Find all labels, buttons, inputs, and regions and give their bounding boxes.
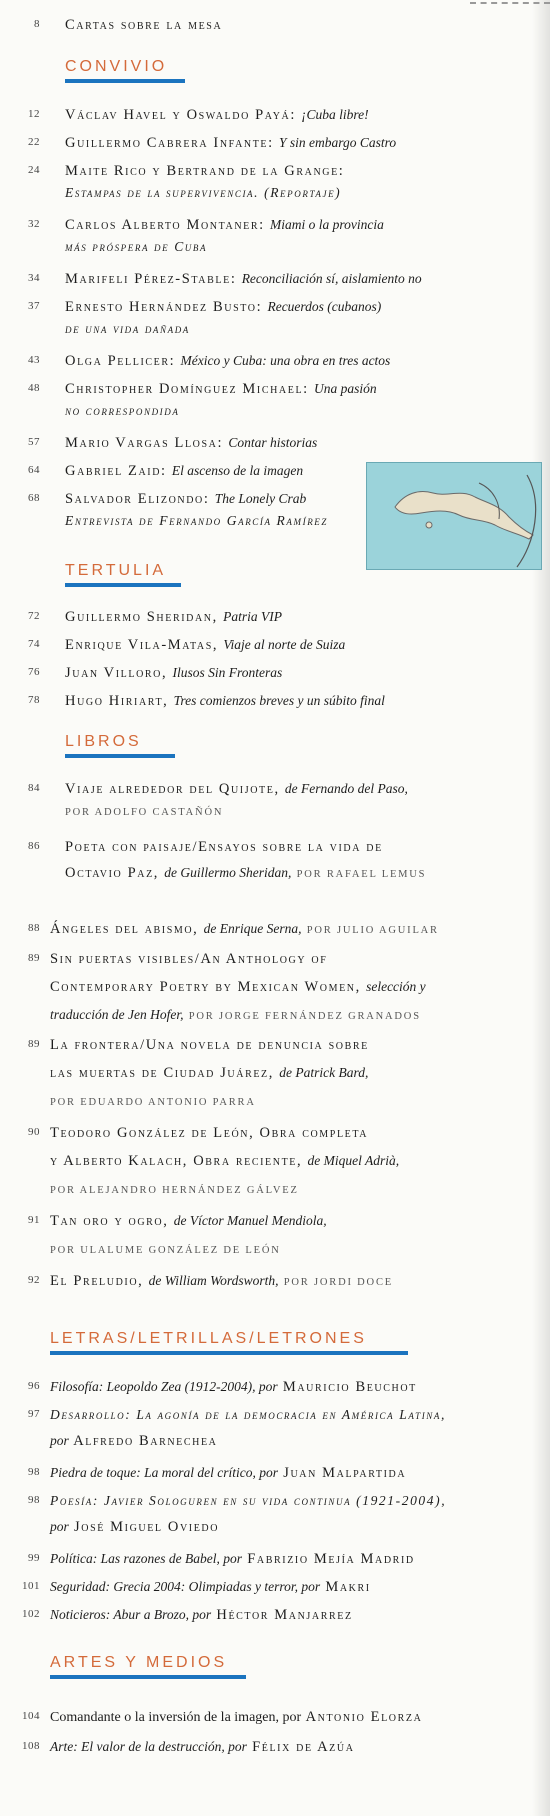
page-number: 92 bbox=[28, 1274, 40, 1286]
entry-title: Ángeles del abismo, bbox=[50, 921, 199, 937]
page-number: 97 bbox=[28, 1408, 40, 1420]
entry-title: Sin puertas visibles/An Anthology of bbox=[50, 951, 328, 967]
entry-title: Ilusos Sin Fronteras bbox=[172, 665, 283, 680]
entry-title: La frontera/Una novela de denuncia sobre bbox=[50, 1037, 369, 1053]
entry-author: Christopher Domínguez Michael: bbox=[65, 381, 309, 397]
entry-author: Alfredo Barnechea bbox=[73, 1433, 218, 1449]
page-number: 108 bbox=[22, 1740, 40, 1752]
entry-title: Piedra de toque: La moral del crítico, por bbox=[50, 1465, 278, 1480]
cuba-map-illustration bbox=[366, 462, 542, 570]
entry-title: Reconciliación sí, aislamiento no bbox=[241, 271, 422, 286]
entry-title-cont: de una vida dañada bbox=[65, 321, 190, 336]
entry-author: de William Wordsworth, bbox=[148, 1273, 279, 1288]
page-number: 22 bbox=[28, 136, 40, 148]
entry-by: por bbox=[50, 1519, 69, 1534]
entry-reviewer: POR RAFAEL LEMUS bbox=[296, 869, 427, 880]
entry-author: Guillermo Sheridan, bbox=[65, 609, 218, 625]
entry-by: por bbox=[50, 1433, 69, 1448]
entry-author: Makri bbox=[325, 1579, 371, 1595]
entry-author: Juan Malpartida bbox=[283, 1465, 407, 1481]
entry-title: El ascenso de la imagen bbox=[171, 463, 304, 478]
entry-author: José Miguel Oviedo bbox=[74, 1519, 220, 1535]
entry-author: Hugo Hiriart, bbox=[65, 693, 169, 709]
entry-author: Salvador Elizondo: bbox=[65, 491, 210, 507]
section-underline bbox=[65, 583, 181, 587]
entry-reviewer: POR ADOLFO CASTAÑÓN bbox=[65, 807, 224, 818]
entry-credit-cont: traducción de Jen Hofer, bbox=[50, 1007, 184, 1022]
entry-author: Mauricio Beuchot bbox=[282, 1379, 417, 1395]
page-number: 88 bbox=[28, 922, 40, 934]
page-number: 86 bbox=[28, 840, 40, 852]
entry-title: Filosofía: Leopoldo Zea (1912-2004), por bbox=[50, 1379, 278, 1394]
entry-reviewer: POR ALEJANDRO HERNÁNDEZ GÁLVEZ bbox=[50, 1185, 299, 1196]
page-number: 24 bbox=[28, 164, 40, 176]
page-number: 98 bbox=[28, 1494, 40, 1506]
entry-author: de Enrique Serna, bbox=[203, 921, 302, 936]
page-number: 37 bbox=[28, 300, 40, 312]
page-number: 32 bbox=[28, 218, 40, 230]
top-dashed-rule bbox=[470, 2, 550, 4]
section-underline bbox=[65, 754, 175, 758]
page-number: 96 bbox=[28, 1380, 40, 1392]
entry-author: Marifeli Pérez-Stable: bbox=[65, 271, 237, 287]
entry-author: Ernesto Hernández Busto: bbox=[65, 299, 263, 315]
entry-author: Mario Vargas Llosa: bbox=[65, 435, 224, 451]
page-number: 43 bbox=[28, 354, 40, 366]
page-number: 98 bbox=[28, 1466, 40, 1478]
entry-author: Olga Pellicer: bbox=[65, 353, 176, 369]
cuba-island-icon bbox=[367, 463, 541, 569]
entry-author: Héctor Manjarrez bbox=[216, 1607, 353, 1623]
entry-author: de Fernando del Paso, bbox=[284, 781, 408, 796]
entry-subtitle: Entrevista de Fernando García Ramírez bbox=[65, 513, 329, 528]
section-artes: ARTES Y MEDIOS bbox=[50, 1654, 246, 1679]
page-number: 101 bbox=[22, 1580, 40, 1592]
section-letras: LETRAS/LETRILLAS/LETRONES bbox=[50, 1330, 408, 1355]
section-underline bbox=[50, 1351, 408, 1355]
entry-title: Recuerdos (cubanos) bbox=[267, 299, 382, 314]
entry-title-cont: Contemporary Poetry by Mexican Women, bbox=[50, 979, 361, 995]
entry-author: Antonio Elorza bbox=[305, 1709, 423, 1725]
page-number: 89 bbox=[28, 1038, 40, 1050]
page-number: 104 bbox=[22, 1710, 40, 1722]
page-edge-shadow bbox=[532, 0, 550, 1816]
entry-title-cont: las muertas de Ciudad Juárez, bbox=[50, 1065, 274, 1081]
page-number: 91 bbox=[28, 1214, 40, 1226]
entry-reviewer: POR EDUARDO ANTONIO PARRA bbox=[50, 1097, 256, 1108]
page-number: 68 bbox=[28, 492, 40, 504]
entry-title: Tres comienzos breves y un súbito final bbox=[173, 693, 385, 708]
entry-author: de Guillermo Sheridan, bbox=[164, 865, 292, 880]
entry-author: Gabriel Zaid: bbox=[65, 463, 167, 479]
entry-reviewer: POR JORDI DOCE bbox=[283, 1277, 393, 1288]
entry-title: Estampas de la supervivencia. (Reportaje) bbox=[65, 185, 342, 200]
page-number: 102 bbox=[22, 1608, 40, 1620]
entry-title-cont: Octavio Paz, bbox=[65, 865, 159, 881]
entry-author: Carlos Alberto Montaner: bbox=[65, 217, 265, 233]
entry-title: Cartas sobre la mesa bbox=[65, 17, 223, 33]
page-number: 84 bbox=[28, 782, 40, 794]
entry-credit: selección y bbox=[366, 979, 426, 994]
entry-title: Miami o la provincia bbox=[270, 217, 384, 232]
entry-title: Desarrollo: La agonía de la democracia en América Latina, bbox=[50, 1407, 446, 1422]
entry-title: Noticieros: Abur a Brozo, por bbox=[50, 1607, 212, 1622]
entry-title-cont: no correspondida bbox=[65, 403, 180, 418]
entry-title: El Preludio, bbox=[50, 1273, 144, 1289]
section-convivio: CONVIVIO bbox=[65, 58, 185, 83]
page-number: 64 bbox=[28, 464, 40, 476]
entry-author: Václav Havel y Oswaldo Payá: bbox=[65, 107, 296, 123]
page-number: 90 bbox=[28, 1126, 40, 1138]
entry-title: Viaje alrededor del Quijote, bbox=[65, 781, 280, 797]
page-number: 48 bbox=[28, 382, 40, 394]
entry-title-cont: más próspera de Cuba bbox=[65, 239, 208, 254]
entry-author: Fabrizio Mejía Madrid bbox=[247, 1551, 415, 1567]
entry-title: Tan oro y ogro, bbox=[50, 1213, 169, 1229]
entry-title: The Lonely Crab bbox=[214, 491, 307, 506]
entry-title-cont: y Alberto Kalach, Obra reciente, bbox=[50, 1153, 303, 1169]
page-number: 99 bbox=[28, 1552, 40, 1564]
entry-title: Y sin embargo Castro bbox=[279, 135, 397, 150]
page-number: 74 bbox=[28, 638, 40, 650]
entry-title: ¡Cuba libre! bbox=[301, 107, 369, 122]
section-tertulia: TERTULIA bbox=[65, 562, 181, 587]
entry-author: de Patrick Bard, bbox=[279, 1065, 369, 1080]
page-number: 8 bbox=[34, 18, 40, 30]
entry-title: Poeta con paisaje/Ensayos sobre la vida de bbox=[65, 839, 383, 855]
entry-title: Poesía: Javier Sologuren en su vida continua (1921-2004), bbox=[50, 1493, 447, 1508]
entry-title: Viaje al norte de Suiza bbox=[223, 637, 346, 652]
entry-author: de Miquel Adrià, bbox=[307, 1153, 400, 1168]
section-libros: LIBROS bbox=[65, 733, 175, 758]
entry-author: Maite Rico y Bertrand de la Grange: bbox=[65, 163, 345, 179]
entry-author: Enrique Vila-Matas, bbox=[65, 637, 219, 653]
entry-author: Guillermo Cabrera Infante: bbox=[65, 135, 274, 151]
entry-title: Una pasión bbox=[314, 381, 377, 396]
page-number: 89 bbox=[28, 952, 40, 964]
entry-title: Patria VIP bbox=[223, 609, 282, 624]
entry-title: Contar historias bbox=[228, 435, 318, 450]
page-number: 34 bbox=[28, 272, 40, 284]
entry-reviewer: POR ULALUME GONZÁLEZ DE LEÓN bbox=[50, 1245, 281, 1256]
section-underline bbox=[50, 1675, 246, 1679]
page-number: 57 bbox=[28, 436, 40, 448]
entry-reviewer: POR JULIO AGUILAR bbox=[306, 925, 439, 936]
entry-title: Seguridad: Grecia 2004: Olimpiadas y terror, por bbox=[50, 1579, 321, 1594]
entry-title: Comandante o la inversión de la imagen, por bbox=[50, 1710, 302, 1725]
entry-title: Arte: El valor de la destrucción, por bbox=[50, 1739, 247, 1754]
entry-author: Félix de Azúa bbox=[252, 1739, 355, 1755]
entry-author: Juan Villoro, bbox=[65, 665, 168, 681]
page-number: 78 bbox=[28, 694, 40, 706]
section-underline bbox=[65, 79, 185, 83]
entry-title: México y Cuba: una obra en tres actos bbox=[180, 353, 391, 368]
entry-title: Teodoro González de León, Obra completa bbox=[50, 1125, 369, 1141]
page-number: 72 bbox=[28, 610, 40, 622]
page-number: 76 bbox=[28, 666, 40, 678]
entry-author: de Víctor Manuel Mendiola, bbox=[173, 1213, 327, 1228]
entry-reviewer: POR JORGE FERNÁNDEZ GRANADOS bbox=[188, 1011, 421, 1022]
entry-title: Política: Las razones de Babel, por bbox=[50, 1551, 242, 1566]
page-number: 12 bbox=[28, 108, 40, 120]
